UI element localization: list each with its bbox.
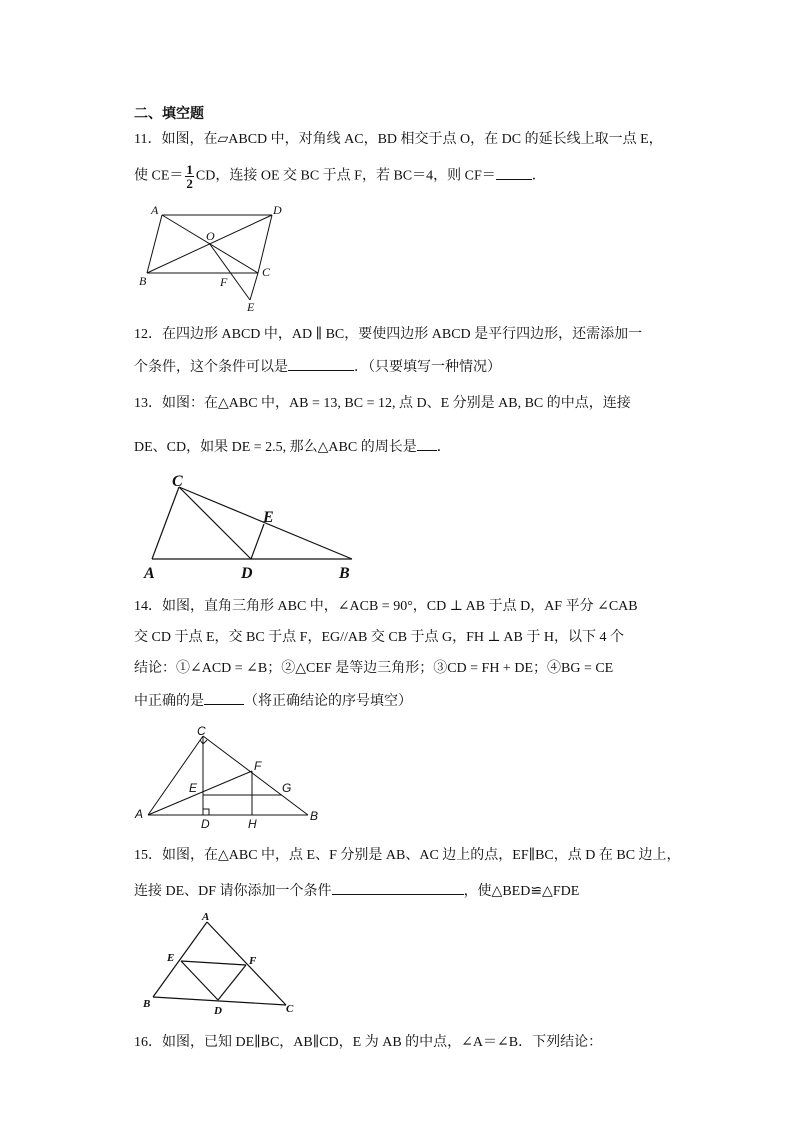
q14-line1: 14．如图，直角三角形 ABC 中，∠ACB = 90°，CD ⊥ AB 于点 D，AF 平分 ∠CAB [134, 599, 638, 614]
q11-label-F: F [220, 275, 228, 289]
q14-label-D: D [201, 817, 210, 831]
q14-label-A: A [135, 807, 144, 821]
q13-label-A: A [144, 565, 155, 582]
q13-line1: 13．如图：在△ABC 中，AB = 13, BC = 12, 点 D、E 分别是 AB, BC 的中点，连接 [134, 396, 631, 411]
q14-line4-post: （将正确结论的序号填空） [244, 694, 412, 709]
q13-line2-pre: DE、CD，如果 DE = 2.5, 那么△ABC 的周长是 [134, 440, 417, 455]
q12-line2 [134, 356, 501, 378]
q15-label-B: B [143, 998, 151, 1010]
q11-line2-end: ． [531, 168, 546, 184]
q11-figure [130, 198, 290, 313]
q12-answer-blank[interactable] [288, 356, 354, 371]
q14-label-E: E [189, 781, 198, 795]
q11-label-O: O [206, 229, 215, 243]
q14-line4 [134, 690, 412, 712]
q13-label-B: B [339, 565, 350, 582]
q11-label-C: C [262, 265, 271, 279]
q13-figure [140, 468, 360, 583]
q14-label-F: F [254, 759, 262, 773]
q12-line2-pre: 个条件，这个条件可以是 [134, 360, 288, 375]
q15-label-A: A [202, 911, 210, 923]
q12-line1: 12．在四边形 ABCD 中，AD ∥ BC，要使四边形 ABCD 是平行四边形，还需添加一 [134, 327, 643, 342]
q13-label-C: C [172, 473, 183, 490]
q11-line2-pre: 使 CE＝ [134, 168, 184, 184]
q14-line3: 结论：①∠ACD = ∠B；②△CEF 是等边三角形；③CD = FH + DE；④BG = CE [134, 661, 614, 676]
q15-label-F: F [249, 955, 257, 967]
q14-label-B: B [310, 809, 319, 823]
q16-line1: 16．如图，已知 DE∥BC，AB∥CD，E 为 AB 的中点，∠A＝∠B．下列结论： [134, 1035, 603, 1050]
q11-answer-blank[interactable] [496, 165, 532, 180]
q15-line2-pre: 连接 DE、DF 请你添加一个条件 [134, 884, 332, 899]
q13-answer-blank[interactable] [417, 436, 437, 451]
q13-line2 [134, 436, 451, 458]
q11-fraction [185, 163, 194, 190]
q14-label-C: C [197, 724, 206, 738]
q11-line2-post: CD，连接 OE 交 BC 于点 F，若 BC＝4，则 CF＝ [195, 168, 496, 184]
q13-label-E: E [263, 509, 274, 526]
q15-line2 [134, 880, 579, 902]
q11-label-D: D [273, 203, 282, 217]
q15-line2-post: ，使△BED≌△FDE [463, 884, 580, 899]
q14-label-G: G [282, 781, 292, 795]
q14-line2: 交 CD 于点 E，交 BC 于点 F，EG//AB 交 CB 于点 G，FH ⊥ AB 于 H，以下 4 个 [134, 630, 624, 645]
q15-answer-blank[interactable] [332, 880, 464, 895]
q15-label-C: C [286, 1003, 294, 1015]
q14-line4-pre: 中正确的是 [134, 694, 204, 709]
q11-label-E: E [247, 300, 255, 314]
q13-line2-end: ． [436, 440, 451, 455]
q11-line1: 11．如图，在▱ABCD 中，对角线 AC，BD 相交于点 O，在 DC 的延长线上取一点 E， [134, 132, 663, 147]
q13-label-D: D [241, 565, 253, 582]
q14-figure [130, 724, 330, 834]
q11-label-A: A [151, 203, 159, 217]
q11-frac-num: 1 [186, 162, 193, 177]
q11-frac-den: 2 [186, 176, 193, 191]
q14-answer-blank[interactable] [204, 690, 244, 705]
q11-line2 [134, 163, 546, 190]
section-title: 二、填空题 [134, 106, 204, 122]
q14-label-H: H [248, 817, 257, 831]
q11-label-B: B [139, 274, 147, 288]
q15-label-D: D [214, 1005, 222, 1017]
q15-label-E: E [167, 952, 175, 964]
q15-line1: 15．如图，在△ABC 中，点 E、F 分别是 AB、AC 边上的点，EF∥BC，点 D 在 BC 边上， [134, 848, 681, 863]
q15-figure [136, 908, 306, 1018]
q12-line2-post: ．（只要填写一种情况） [354, 360, 501, 375]
